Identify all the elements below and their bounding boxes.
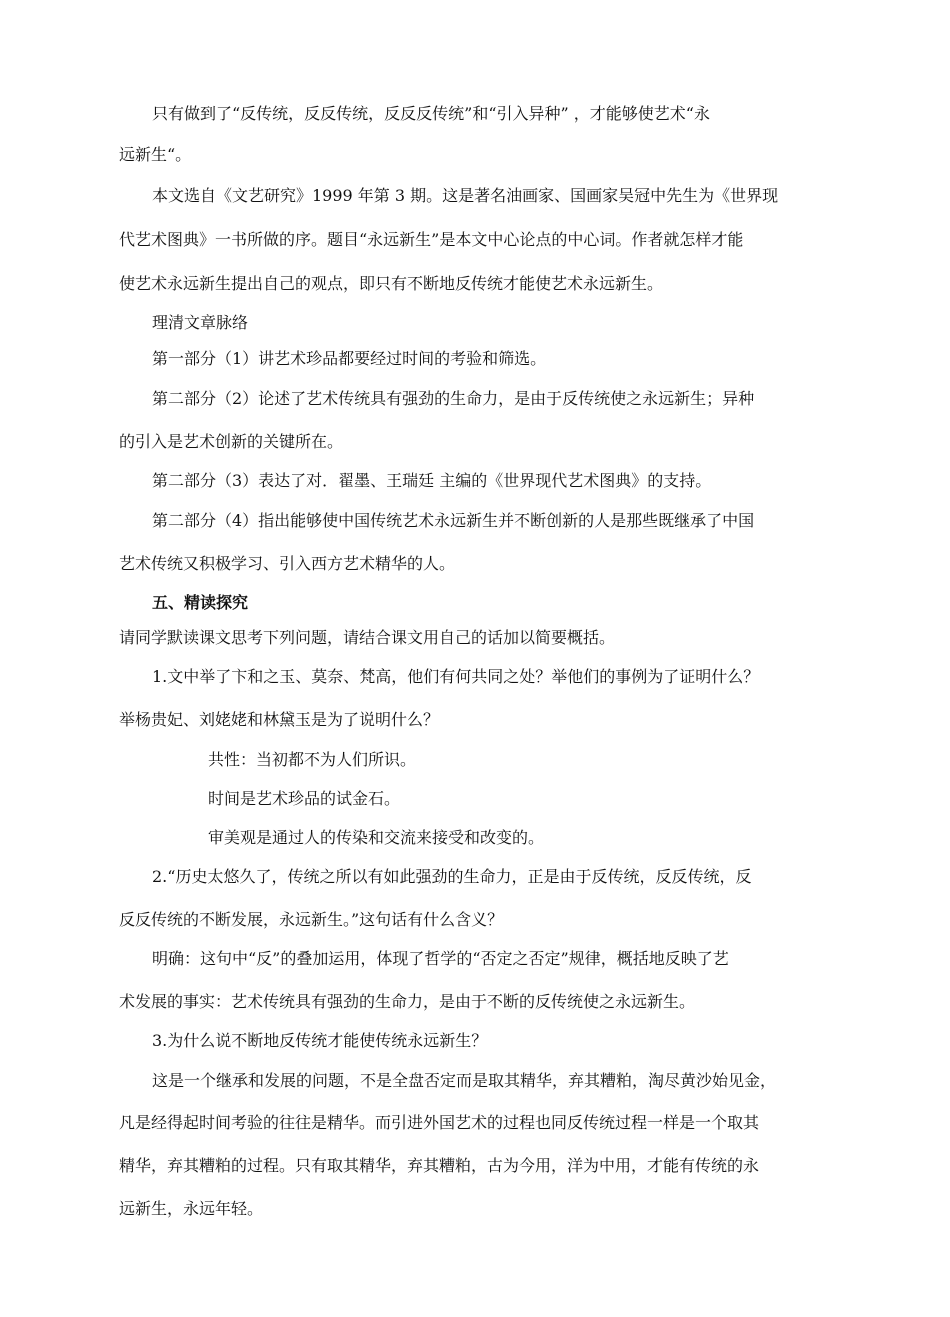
question-line: 举杨贵妃、刘姥姥和林黛玉是为了说明什么？ <box>119 710 440 729</box>
paragraph-line: 艺术传统又积极学习、引入西方艺术精华的人。 <box>119 554 456 573</box>
answer-line: 远新生，永远年轻。 <box>119 1199 264 1218</box>
question-line: 3.为什么说不断地反传统才能使传统永远新生？ <box>152 1031 488 1050</box>
paragraph-line: 本文选自《文艺研究》1999 年第 3 期。这是著名油画家、国画家吴冠中先生为《世界现 <box>152 186 779 205</box>
paragraph-line: 使艺术永远新生提出自己的观点，即只有不断地反传统才能使艺术永远新生。 <box>119 274 664 293</box>
section-heading: 五、精读探究 <box>152 593 249 612</box>
answer-line: 共性：当初都不为人们所识。 <box>208 750 417 769</box>
paragraph-line: 的引入是艺术创新的关键所在。 <box>119 432 344 451</box>
question-line: 1.文中举了卞和之玉、莫奈、梵高，他们有何共同之处？举他们的事例为了证明什么？ <box>152 667 760 686</box>
answer-line: 凡是经得起时间考验的往往是精华。而引进外国艺术的过程也同反传统过程一样是一个取其 <box>119 1113 760 1132</box>
paragraph-line: 代艺术图典》一书所做的序。题目“永远新生”是本文中心论点的中心词。作者就怎样才能 <box>119 230 744 249</box>
answer-line: 明确：这句中“反”的叠加运用，体现了哲学的“否定之否定”规律，概括地反映了艺 <box>152 949 729 968</box>
paragraph-line: 请同学默读课文思考下列问题，请结合课文用自己的话加以简要概括。 <box>119 628 616 647</box>
question-line: 2.“历史太悠久了，传统之所以有如此强劲的生命力，正是由于反传统，反反传统，反 <box>152 867 752 886</box>
paragraph-line: 只有做到了“反传统，反反传统，反反反传统”和“引入异种” ，才能够使艺术“永 <box>152 104 710 123</box>
paragraph-line: 远新生“。 <box>119 145 192 164</box>
paragraph-line: 第二部分（3）表达了对．翟墨、王瑞廷 主编的《世界现代艺术图典》的支持。 <box>152 471 712 490</box>
question-line: 反反传统的不断发展，永远新生。”这句话有什么含义？ <box>119 910 504 929</box>
paragraph-line: 第一部分（1）讲艺术珍品都要经过时间的考验和筛选。 <box>152 349 547 368</box>
subheading: 理清文章脉络 <box>152 313 249 332</box>
answer-line: 术发展的事实：艺术传统具有强劲的生命力，是由于不断的反传统使之永远新生。 <box>119 992 696 1011</box>
paragraph-line: 第二部分（4）指出能够使中国传统艺术永远新生并不断创新的人是那些既继承了中国 <box>152 511 755 530</box>
answer-line: 精华，弃其糟粕的过程。只有取其精华，弃其糟粕，古为今用，洋为中用，才能有传统的永 <box>119 1156 760 1175</box>
answer-line: 这是一个继承和发展的问题，不是全盘否定而是取其精华，弃其糟粕，淘尽黄沙始见金， <box>152 1071 777 1090</box>
paragraph-line: 第二部分（2）论述了艺术传统具有强劲的生命力，是由于反传统使之永远新生；异种 <box>152 389 755 408</box>
answer-line: 审美观是通过人的传染和交流来接受和改变的。 <box>208 828 545 847</box>
answer-line: 时间是艺术珍品的试金石。 <box>208 789 401 808</box>
